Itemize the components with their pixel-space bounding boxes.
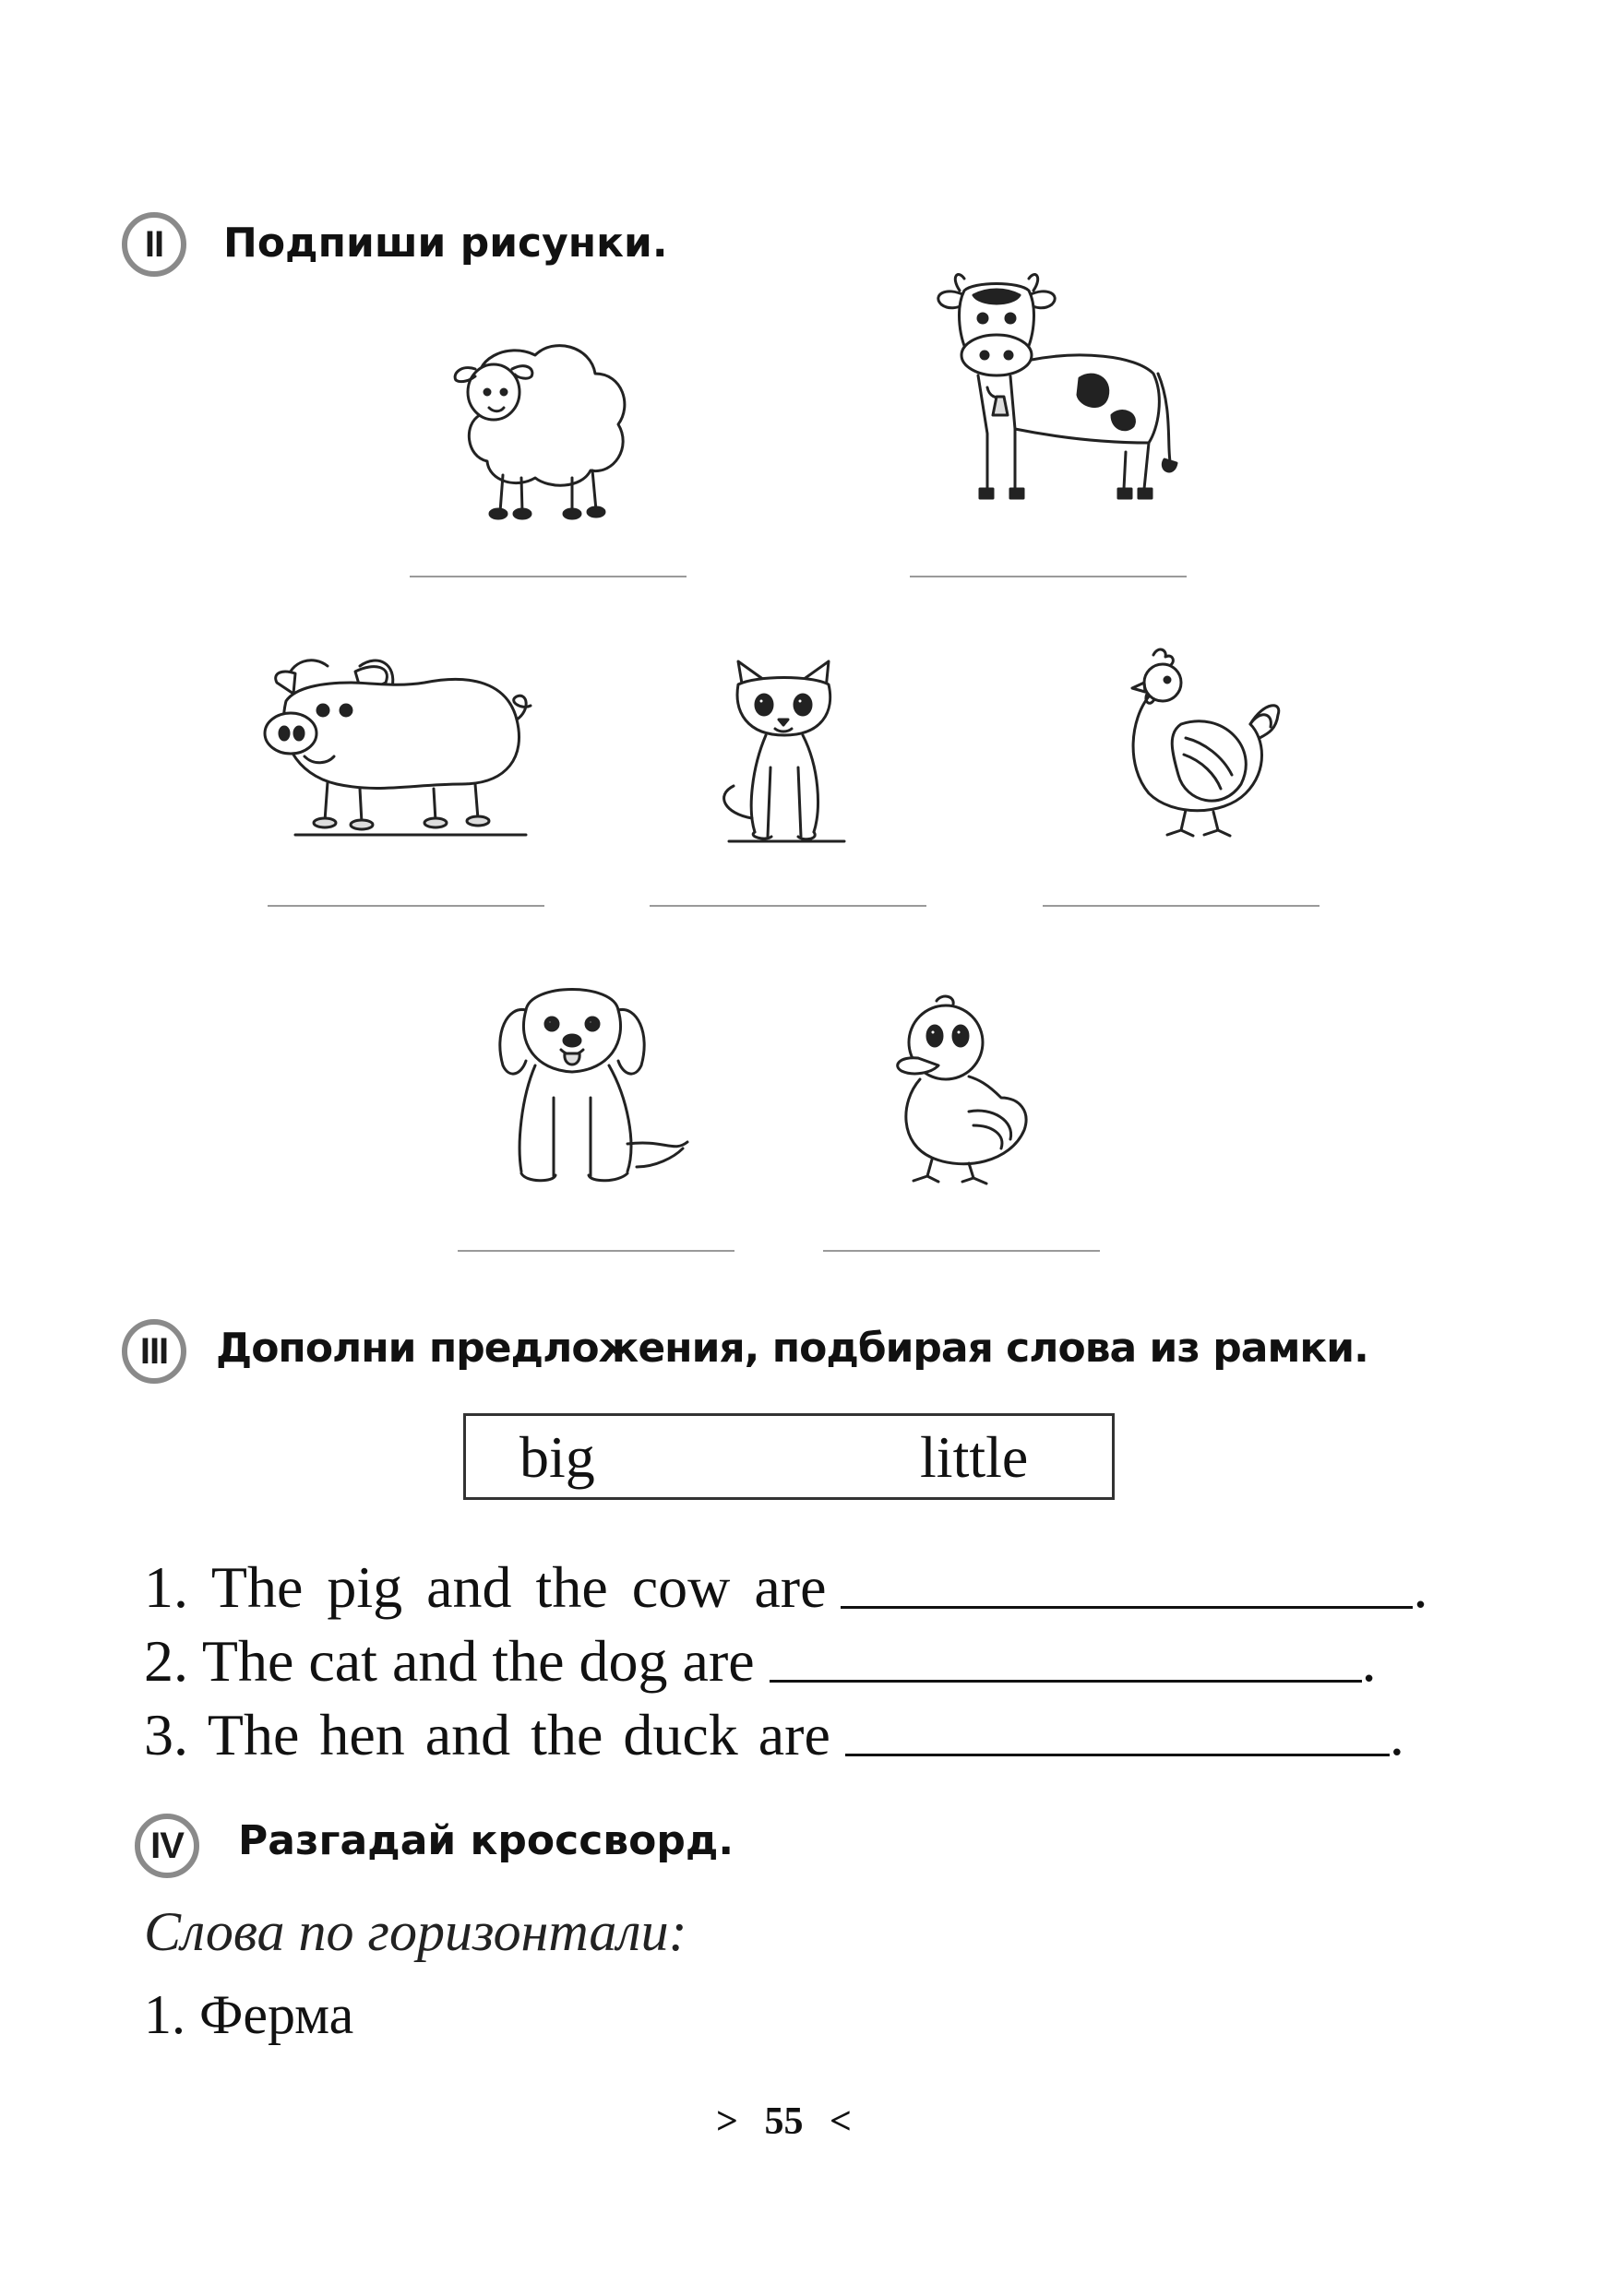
cat-icon [710, 657, 858, 851]
section-2-badge: II [122, 212, 186, 277]
section-4-title: Разгадай кроссворд. [238, 1817, 734, 1864]
word-big: big [519, 1424, 595, 1490]
sheep-icon [443, 323, 646, 526]
hen-answer-line[interactable] [1043, 905, 1320, 907]
sentence-3 [144, 1692, 1404, 1769]
sentence-1-period: . [1413, 1554, 1428, 1620]
page-left-mark: > [716, 2100, 738, 2143]
sentence-2 [144, 1618, 1377, 1695]
section-4-badge: IV [135, 1814, 199, 1878]
sentence-1 [144, 1544, 1427, 1622]
page-number: 55 [764, 2100, 804, 2143]
sentence-3-text: 3. The hen and the duck are [144, 1702, 830, 1767]
sentence-3-blank[interactable] [845, 1753, 1390, 1756]
sentence-3-period: . [1389, 1702, 1404, 1767]
sentence-2-text: 2. The cat and the dog are [144, 1628, 755, 1694]
sheep-answer-line[interactable] [410, 576, 687, 577]
sentence-2-blank[interactable] [770, 1679, 1362, 1683]
section-3-badge: III [122, 1319, 186, 1384]
page-right-mark: < [829, 2100, 852, 2143]
dog-answer-line[interactable] [458, 1250, 734, 1252]
pig-icon [258, 646, 535, 858]
sentence-1-blank[interactable] [841, 1605, 1413, 1609]
page-footer [716, 2100, 852, 2144]
section-2-title: Подпиши рисунки. [223, 220, 668, 267]
hen-icon [1112, 646, 1287, 849]
pig-answer-line[interactable] [268, 905, 544, 907]
section-3-title: Дополни предложения, подбирая слова из рамки. [216, 1325, 1368, 1372]
crossword-item-1: 1. Ферма [144, 1984, 354, 2045]
cat-answer-line[interactable] [650, 905, 926, 907]
sentence-1-text: 1. The pig and the cow are [144, 1554, 827, 1620]
duck-answer-line[interactable] [823, 1250, 1100, 1252]
crossword-subtitle: Слова по горизонтали: [144, 1901, 687, 1962]
word-box [463, 1413, 1115, 1500]
cow-icon [923, 268, 1181, 526]
sentence-2-period: . [1361, 1628, 1377, 1694]
word-little: little [920, 1424, 1029, 1490]
duck-icon [881, 992, 1038, 1190]
cow-answer-line[interactable] [910, 576, 1187, 577]
dog-icon [489, 969, 701, 1199]
